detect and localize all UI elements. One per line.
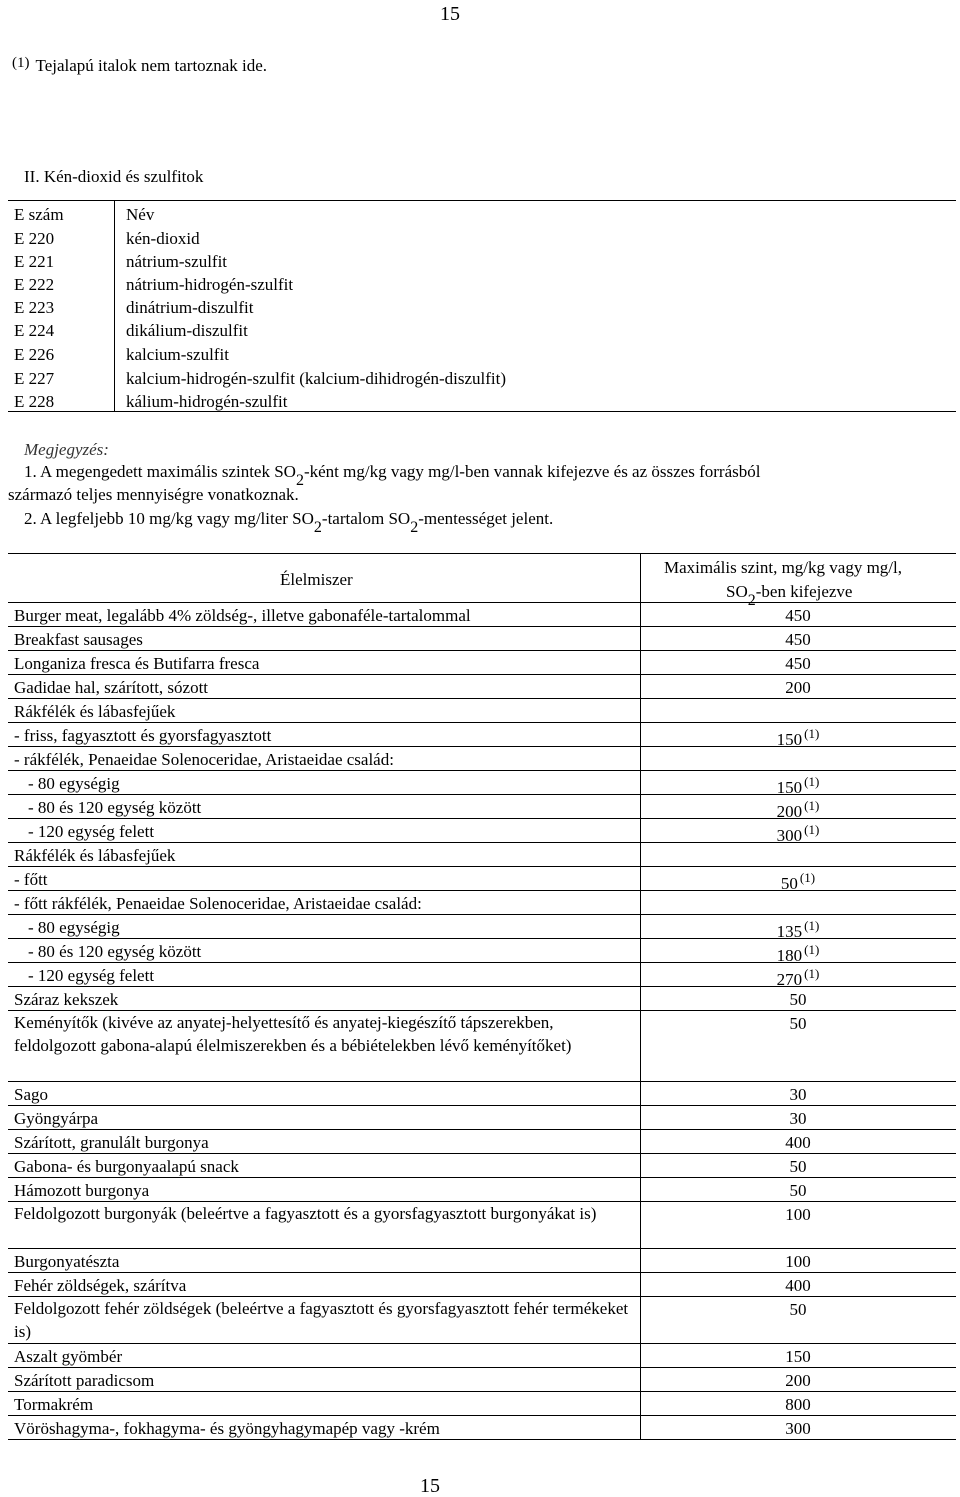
food-cell: Gabona- és burgonyaalapú snack	[14, 1157, 239, 1176]
row-divider	[8, 746, 956, 747]
footnote-ref: (1)	[799, 870, 816, 885]
food-limits-table	[8, 553, 956, 1439]
value-text: 300	[785, 1419, 811, 1438]
food-cell: - 80 és 120 egység között	[28, 942, 202, 961]
row-divider	[8, 1391, 956, 1392]
row-divider	[8, 1415, 956, 1416]
food-cell: - 80 és 120 egység között	[28, 798, 202, 817]
value-text: 450	[785, 630, 811, 649]
row-divider	[8, 1343, 956, 1344]
food-cell: Gyöngyárpa	[14, 1109, 99, 1128]
note-1-text-a: 1. A megengedett maximális szintek SO	[24, 462, 296, 481]
page-number-bottom: 15	[420, 1475, 440, 1497]
subscript: 2	[313, 519, 322, 536]
value-text: 400	[785, 1133, 811, 1152]
value-cell	[640, 655, 956, 672]
value-text: 30	[789, 1085, 807, 1104]
footnote-ref: (1)	[804, 726, 820, 741]
row-divider	[8, 914, 956, 915]
food-cell: Feldolgozott burgonyák (beleértve a fagyasztott és a gyorsfagyasztott burgonyákat is)	[14, 1204, 597, 1223]
section-title: II. Kén-dioxid és szulfitok	[24, 167, 204, 186]
row-divider	[8, 1129, 956, 1130]
e-number-table	[8, 200, 956, 412]
footnote-ref: (1)	[804, 774, 820, 789]
value-text: 100	[785, 1252, 811, 1271]
value-cell	[640, 919, 956, 940]
value-cell	[640, 607, 956, 624]
value-text: 200	[785, 678, 811, 697]
value-text: 150	[785, 1347, 811, 1366]
e-number-cell: E 227	[14, 369, 55, 388]
e-number-cell: E 221	[14, 252, 55, 271]
food-cell: Longaniza fresca és Butifarra fresca	[14, 654, 260, 673]
note-2-text-b: -tartalom SO	[321, 509, 411, 528]
e-number-cell: E 222	[14, 275, 55, 294]
header-unit-a: SO	[726, 582, 748, 601]
row-divider	[8, 1248, 956, 1249]
value-cell	[640, 1015, 956, 1032]
value-text: 450	[785, 654, 811, 673]
value-cell	[640, 799, 956, 820]
value-text: 150	[776, 778, 803, 797]
value-text: 450	[785, 606, 811, 625]
value-text: 50	[789, 1157, 807, 1176]
food-cell: - friss, fagyasztott és gyorsfagyasztott	[14, 726, 272, 745]
food-cell: - rákfélék, Penaeidae Solenoceridae, Aristaeidae család:	[14, 750, 394, 769]
value-text: 400	[785, 1276, 811, 1295]
value-cell	[640, 1110, 956, 1127]
food-cell: Burger meat, legalább 4% zöldség-, illetve gabonaféle-tartalommal	[14, 606, 471, 625]
row-divider	[8, 650, 956, 651]
row-divider	[8, 842, 956, 843]
food-cell: Rákfélék és lábasfejűek	[14, 702, 176, 721]
row-divider	[8, 1153, 956, 1154]
row-divider	[8, 890, 956, 891]
value-cell	[640, 1277, 956, 1294]
row-divider	[8, 722, 956, 723]
e-number-cell: E 226	[14, 345, 55, 364]
value-cell	[640, 1134, 956, 1151]
footnote-ref: (1)	[804, 918, 820, 933]
value-text: 50	[789, 990, 807, 1009]
note-2-text-c: -mentességet jelent.	[418, 509, 554, 528]
value-cell	[640, 871, 956, 892]
page-number-top: 15	[440, 3, 460, 25]
value-cell	[640, 823, 956, 844]
note-1-continued: származó teljes mennyiségre vonatkoznak.	[8, 485, 299, 504]
value-cell	[640, 1348, 956, 1365]
name-cell: kálium-hidrogén-szulfit	[126, 392, 288, 411]
value-cell	[640, 727, 956, 748]
food-cell: Száraz kekszek	[14, 990, 119, 1009]
notes-title: Megjegyzés:	[24, 440, 109, 459]
footnote-text: Tejalapú italok nem tartoznak ide.	[35, 56, 268, 75]
row-divider	[8, 1081, 956, 1082]
header-value: Maximális szint, mg/kg vagy mg/l,	[664, 558, 902, 577]
row-divider	[8, 986, 956, 987]
food-cell: Vöröshagyma-, fokhagyma- és gyöngyhagymapép vagy -krém	[14, 1419, 440, 1438]
value-text: 150	[776, 730, 803, 749]
food-cell: Tormakrém	[14, 1395, 94, 1414]
value-cell	[640, 1396, 956, 1413]
subscript: 2	[747, 592, 756, 609]
food-cell: - főtt rákfélék, Penaeidae Solenoceridae, Aristaeidae család:	[14, 894, 422, 913]
row-divider	[8, 866, 956, 867]
value-cell	[640, 1372, 956, 1389]
value-cell	[640, 991, 956, 1008]
value-cell	[640, 967, 956, 988]
note-1	[24, 462, 761, 489]
e-number-cell: E 220	[14, 229, 55, 248]
name-cell: kalcium-hidrogén-szulfit (kalcium-dihidrogén-diszulfit)	[126, 369, 507, 388]
row-divider	[8, 698, 956, 699]
food-cell: Breakfast sausages	[14, 630, 143, 649]
value-text: 300	[776, 826, 803, 845]
row-divider	[8, 794, 956, 795]
header-name: Név	[126, 205, 155, 224]
row-divider	[8, 1105, 956, 1106]
food-cell: Sago	[14, 1085, 48, 1104]
food-cell: Feldolgozott fehér zöldségek (beleértve a fagyasztott és gyorsfagyasztott fehér termékeket is)	[14, 1299, 629, 1341]
header-food: Élelmiszer	[280, 570, 353, 589]
subscript: 2	[410, 519, 419, 536]
food-cell: Rákfélék és lábasfejűek	[14, 846, 176, 865]
note-2	[24, 509, 554, 536]
food-cell: Szárított paradicsom	[14, 1371, 155, 1390]
subscript: 2	[295, 472, 304, 489]
name-cell: kén-dioxid	[126, 229, 200, 248]
footnote	[12, 56, 267, 74]
row-divider	[8, 602, 956, 603]
food-cell: Burgonyatészta	[14, 1252, 120, 1271]
name-cell: dinátrium-diszulfit	[126, 298, 254, 317]
food-cell: Keményítők (kivéve az anyatej-helyettesítő és anyatej-kiegészítő tápszerekben, feldolgozott gabona-alapú élelmiszerekben és a bébiételekben lévő keményítőket)	[14, 1013, 572, 1055]
value-cell	[640, 1253, 956, 1270]
row-divider	[8, 938, 956, 939]
food-cell: Hámozott burgonya	[14, 1181, 150, 1200]
value-text: 270	[776, 970, 803, 989]
e-number-cell: E 224	[14, 321, 55, 340]
row-divider	[8, 1272, 956, 1273]
header-unit-b: -ben kifejezve	[755, 582, 853, 601]
food-cell: - 120 egység felett	[28, 822, 155, 841]
food-cell: - 120 egység felett	[28, 966, 155, 985]
value-cell	[640, 1206, 956, 1223]
value-text: 30	[789, 1109, 807, 1128]
row-divider	[8, 1439, 956, 1440]
header-e-number: E szám	[14, 205, 64, 224]
food-cell: Aszalt gyömbér	[14, 1347, 123, 1366]
value-text: 50	[789, 1300, 807, 1319]
row-divider	[8, 1367, 956, 1368]
value-cell	[640, 943, 956, 964]
food-cell: - 80 egységig	[28, 918, 120, 937]
name-cell: nátrium-szulfit	[126, 252, 228, 271]
value-text: 100	[785, 1205, 811, 1224]
value-cell	[640, 1086, 956, 1103]
value-text: 135	[776, 922, 803, 941]
note-2-text-a: 2. A legfeljebb 10 mg/kg vagy mg/liter SO	[24, 509, 314, 528]
row-divider	[8, 962, 956, 963]
value-cell	[640, 1301, 956, 1318]
e-number-cell: E 223	[14, 298, 55, 317]
name-cell: nátrium-hidrogén-szulfit	[126, 275, 294, 294]
footnote-marker: (1)	[12, 55, 30, 71]
row-divider	[8, 674, 956, 675]
value-text: 50	[789, 1181, 807, 1200]
food-cell: Szárított, granulált burgonya	[14, 1133, 209, 1152]
food-cell: - főtt	[14, 870, 48, 889]
food-cell: Fehér zöldségek, szárítva	[14, 1276, 187, 1295]
food-cell: - 80 egységig	[28, 774, 120, 793]
value-text: 50	[780, 874, 798, 893]
value-cell	[640, 679, 956, 696]
value-cell	[640, 1420, 956, 1437]
footnote-ref: (1)	[804, 822, 820, 837]
value-text: 50	[789, 1014, 807, 1033]
food-cell: Gadidae hal, szárított, sózott	[14, 678, 209, 697]
footnote-ref: (1)	[804, 966, 820, 981]
value-cell	[640, 1182, 956, 1199]
header-value-unit	[726, 582, 853, 609]
table-divider	[114, 201, 115, 411]
note-1-text-b: -ként mg/kg vagy mg/l-ben vannak kifejezve és az összes forrásból	[303, 462, 761, 481]
footnote-ref: (1)	[804, 942, 820, 957]
value-text: 200	[785, 1371, 811, 1390]
row-divider	[8, 1177, 956, 1178]
value-text: 800	[785, 1395, 811, 1414]
value-text: 200	[776, 802, 803, 821]
row-divider	[8, 770, 956, 771]
name-cell: dikálium-diszulfit	[126, 321, 248, 340]
e-number-cell: E 228	[14, 392, 55, 411]
value-text: 180	[776, 946, 803, 965]
row-divider	[8, 818, 956, 819]
name-cell: kalcium-szulfit	[126, 345, 229, 364]
value-cell	[640, 775, 956, 796]
value-cell	[640, 631, 956, 648]
value-cell	[640, 1158, 956, 1175]
footnote-ref: (1)	[804, 798, 820, 813]
row-divider	[8, 626, 956, 627]
